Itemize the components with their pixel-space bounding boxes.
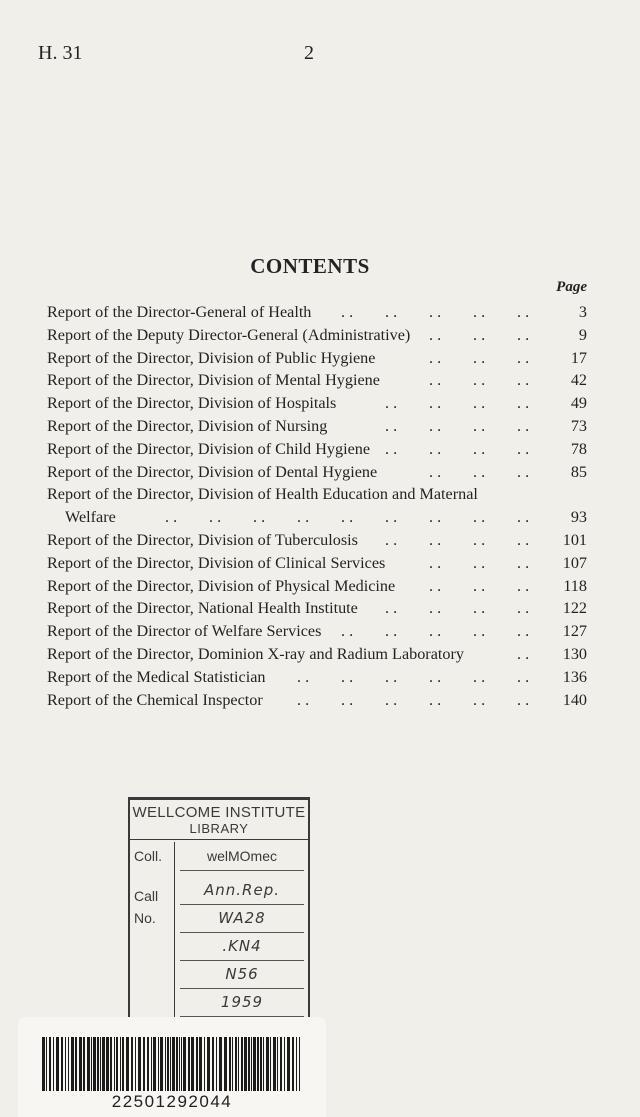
contents-entry-page: 136	[562, 667, 587, 686]
leader-dot-pair: . .	[473, 599, 486, 618]
barcode-bar	[126, 1037, 129, 1091]
barcode-image	[42, 1037, 304, 1091]
leader-dot-pair: . .	[473, 690, 486, 709]
leader-dot-pair: . .	[385, 439, 398, 458]
barcode-bar	[91, 1037, 92, 1091]
contents-list	[47, 301, 587, 711]
leader-dot-pair: . .	[429, 508, 442, 527]
contents-entry	[47, 620, 587, 643]
barcode-bar	[188, 1037, 190, 1091]
contents-entry	[47, 415, 587, 438]
barcode-bar	[280, 1037, 282, 1091]
barcode-bar	[46, 1037, 47, 1091]
barcode-bar	[277, 1037, 278, 1091]
barcode-bar	[199, 1037, 202, 1091]
leader-dot-pair: . .	[517, 599, 530, 618]
leader-dot-pair: . .	[385, 622, 398, 641]
leader-dot-pair: . .	[429, 416, 442, 435]
barcode-bar	[216, 1037, 217, 1091]
barcode-bar	[75, 1037, 77, 1091]
barcode-bar	[114, 1037, 115, 1091]
leader-dot-pair: . .	[429, 667, 442, 686]
contents-entry-title: Report of the Director-General of Health	[47, 303, 312, 321]
leader-dot-pair: . .	[429, 348, 442, 367]
leader-dot-pair: . .	[429, 576, 442, 595]
barcode-bar	[65, 1037, 66, 1091]
barcode-bar	[248, 1037, 250, 1091]
contents-entry-title: Report of the Director, Dominion X-ray and Radium Laboratory	[47, 644, 464, 663]
barcode-bar	[42, 1037, 45, 1091]
leader-dot-pair: . .	[517, 553, 530, 572]
contents-entry-page: 93	[570, 508, 587, 527]
contents-entry	[47, 369, 587, 392]
contents-entry	[47, 301, 587, 324]
contents-entry-title: Report of the Director, Division of Tuberculosis	[47, 530, 358, 549]
contents-entry-page: 101	[562, 530, 587, 549]
barcode-bar	[100, 1037, 101, 1091]
barcode-bar	[219, 1037, 222, 1091]
barcode-bar	[229, 1037, 231, 1091]
barcode-bar	[235, 1037, 237, 1091]
barcode-bar	[270, 1037, 271, 1091]
contents-entry-page: 140	[562, 690, 587, 709]
leader-dot-pair: . .	[473, 416, 486, 435]
leader-dot-pair: . .	[517, 439, 530, 458]
running-header-page-number: 2	[304, 42, 314, 64]
contents-title: CONTENTS	[250, 254, 370, 278]
contents-entry-page: 3	[578, 303, 587, 321]
leader-dot-pair: . .	[429, 530, 442, 549]
contents-entry-title: Report of the Chemical Inspector	[47, 690, 263, 709]
barcode-bar	[207, 1037, 210, 1091]
leader-dot-pair: . .	[517, 508, 530, 527]
leader-dot-pair: . .	[385, 508, 398, 527]
leader-dot-pair: . .	[341, 303, 354, 321]
stamp-grid	[130, 842, 308, 1020]
contents-entry-page: 127	[562, 622, 587, 641]
leader-dot-pair: . .	[429, 462, 442, 481]
barcode-bar	[244, 1037, 247, 1091]
stamp-call-line-2: WA28	[218, 909, 266, 927]
contents-entry-page: 78	[570, 439, 587, 458]
barcode-bar	[284, 1037, 285, 1091]
barcode-bar	[56, 1037, 59, 1091]
leader-dot-pair: . .	[385, 303, 398, 321]
leader-dot-pair: . .	[429, 599, 442, 618]
contents-entry	[47, 552, 587, 575]
contents-entry-title: Report of the Director, Division of Physical Medicine	[47, 576, 396, 595]
barcode-bar	[53, 1037, 54, 1091]
stamp-call-label: Call	[134, 888, 159, 904]
barcode-bar	[196, 1037, 198, 1091]
contents-entry-page: 73	[570, 416, 587, 435]
barcode-number: 22501292044	[111, 1092, 233, 1111]
leader-dot-pair: . .	[385, 416, 398, 435]
contents-entry	[47, 643, 587, 666]
leader-dot-pair: . .	[473, 325, 486, 344]
barcode-bar	[131, 1037, 133, 1091]
leader-dot-pair: . .	[517, 622, 530, 641]
barcode-bar	[153, 1037, 156, 1091]
leader-dot-pair: . .	[429, 622, 442, 641]
contents-entry-title: Report of the Medical Statistician	[47, 667, 266, 686]
leader-dot-pair: . .	[517, 530, 530, 549]
contents-entry	[47, 347, 587, 370]
leader-dot-pair: . .	[429, 553, 442, 572]
contents-entry-title: Report of the Director, Division of Mental Hygiene	[47, 371, 380, 390]
leader-dot-pair: . .	[429, 303, 442, 321]
leader-dot-pair: . .	[473, 576, 486, 595]
leader-dot-pair: . .	[517, 325, 530, 344]
barcode-bar	[260, 1037, 262, 1091]
leader-dot-pair: . .	[341, 690, 354, 709]
barcode-bar	[151, 1037, 152, 1091]
contents-entry-title: Report of the Director, Division of Child Hygiene	[47, 439, 371, 458]
barcode-bar	[116, 1037, 118, 1091]
leader-dot-pair: . .	[473, 462, 486, 481]
contents-entry-title: Report of the Director, Division of Dental Hygiene	[47, 462, 378, 481]
leader-dot-pair: . .	[517, 644, 530, 663]
barcode-bar	[179, 1037, 180, 1091]
contents-entry	[47, 666, 587, 689]
barcode-bar	[287, 1037, 290, 1091]
contents-entry-title: Report of the Director, Division of Health Education and Maternal Welfare	[47, 483, 587, 529]
leader-dot-pair: . .	[517, 371, 530, 390]
contents-entry	[47, 597, 587, 620]
barcode-bar	[97, 1037, 99, 1091]
contents-entry	[47, 529, 587, 552]
barcode-bar	[292, 1037, 294, 1091]
barcode-bar	[68, 1037, 69, 1091]
stamp-institution: WELLCOME INSTITUTE	[132, 804, 306, 821]
stamp-call-line-3: .KN4	[222, 937, 262, 955]
leader-dot-pair: . .	[429, 371, 442, 390]
page-column-label: Page	[556, 279, 587, 295]
barcode-bar	[49, 1037, 51, 1091]
barcode-bar	[296, 1037, 297, 1091]
barcode-bar	[102, 1037, 105, 1091]
leader-dot-pair: . .	[517, 576, 530, 595]
barcode-bar	[87, 1037, 90, 1091]
stamp-no-label: No.	[134, 910, 156, 926]
barcode-bar	[238, 1037, 239, 1091]
barcode-bar	[83, 1037, 85, 1091]
contents-entry-page: 130	[562, 644, 587, 663]
barcode-bar	[183, 1037, 186, 1091]
leader-dot-pair: . .	[341, 622, 354, 641]
leader-dot-pair: . .	[429, 690, 442, 709]
contents-entry	[47, 438, 587, 461]
leader-dot-pair: . .	[473, 553, 486, 572]
leader-dot-pair: . .	[297, 667, 310, 686]
contents-entry-page: 49	[570, 394, 587, 413]
barcode-bar	[204, 1037, 205, 1091]
stamp-divider	[174, 842, 175, 1020]
barcode-bar	[160, 1037, 163, 1091]
leader-dot-pair: . .	[473, 667, 486, 686]
barcode-bar	[110, 1037, 112, 1091]
barcode-bar	[224, 1037, 227, 1091]
leader-dot-pair: . .	[473, 303, 486, 321]
contents-entry	[47, 483, 587, 529]
barcode-bar	[79, 1037, 82, 1091]
barcode-bar	[176, 1037, 178, 1091]
stamp-call-line-5: 1959	[220, 993, 264, 1011]
barcode-bar	[241, 1037, 243, 1091]
leader-dot-pair: . .	[473, 348, 486, 367]
contents-entry-title: Report of the Director, Division of Nursing	[47, 416, 328, 435]
stamp-library: LIBRARY	[130, 821, 308, 840]
leader-dot-pair: . .	[385, 530, 398, 549]
barcode-bar	[93, 1037, 96, 1091]
barcode-bar	[143, 1037, 145, 1091]
contents-entry-page: 122	[562, 599, 587, 618]
contents-entry-page: 107	[562, 553, 587, 572]
contents-entry-title: Report of the Director, Division of Public Hygiene	[47, 348, 376, 367]
barcode-bar	[138, 1037, 141, 1091]
stamp-coll-value: welMOmec	[206, 848, 277, 864]
contents-entry-title: Report of the Deputy Director-General (Administrative)	[47, 325, 411, 344]
leader-dot-pair: . .	[385, 690, 398, 709]
contents-entry-page: 85	[570, 462, 587, 481]
barcode-bar	[273, 1037, 276, 1091]
leader-dot-pair: . .	[473, 530, 486, 549]
leader-dot-pair: . .	[209, 508, 222, 527]
leader-dot-pair: . .	[517, 348, 530, 367]
contents-entry	[47, 461, 587, 484]
barcode-bar	[232, 1037, 233, 1091]
barcode-bar	[266, 1037, 269, 1091]
contents-entry-title: Report of the Director, National Health Institute	[47, 599, 358, 618]
leader-dot-pair: . .	[517, 416, 530, 435]
barcode-bar	[191, 1037, 194, 1091]
leader-dot-pair: . .	[297, 508, 310, 527]
contents-entry-title: Report of the Director of Welfare Services	[47, 622, 322, 641]
library-stamp	[128, 797, 310, 1022]
barcode-bar	[61, 1037, 63, 1091]
barcode-bar	[172, 1037, 175, 1091]
leader-dot-pair: . .	[429, 325, 442, 344]
barcode-bar	[120, 1037, 121, 1091]
leader-dot-pair: . .	[517, 462, 530, 481]
barcode-bar	[147, 1037, 149, 1091]
contents-entry	[47, 392, 587, 415]
leader-dot-pair: . .	[517, 690, 530, 709]
contents-entry-title: Report of the Director, Division of Clinical Services	[47, 553, 386, 572]
contents-entry-page: 42	[570, 371, 587, 390]
contents-entry-page: 17	[570, 348, 587, 367]
barcode-bar	[257, 1037, 259, 1091]
barcode-bar	[167, 1037, 169, 1091]
barcode-bar	[181, 1037, 182, 1091]
leader-dot-pair: . .	[297, 690, 310, 709]
barcode-bar	[165, 1037, 166, 1091]
contents-entry-page: 9	[578, 325, 587, 344]
barcode-bar	[71, 1037, 74, 1091]
barcode-bar	[158, 1037, 159, 1091]
barcode-bar	[122, 1037, 124, 1091]
barcode-bar	[263, 1037, 264, 1091]
leader-dot-pair: . .	[429, 394, 442, 413]
leader-dot-pair: . .	[473, 439, 486, 458]
leader-dot-pair: . .	[473, 622, 486, 641]
stamp-call-line-4: N56	[225, 965, 259, 983]
contents-entry	[47, 324, 587, 347]
leader-dot-pair: . .	[341, 667, 354, 686]
barcode-bar	[106, 1037, 109, 1091]
barcode-bar	[299, 1037, 300, 1091]
contents-entry-title: Report of the Director, Division of Hospitals	[47, 394, 337, 413]
leader-dot-pair: . .	[517, 667, 530, 686]
leader-dot-pair: . .	[429, 439, 442, 458]
contents-entry-page: 118	[563, 576, 587, 595]
leader-dot-pair: . .	[165, 508, 178, 527]
leader-dot-pair: . .	[385, 394, 398, 413]
leader-dot-pair: . .	[253, 508, 266, 527]
leader-dot-pair: . .	[517, 394, 530, 413]
leader-dot-pair: . .	[473, 508, 486, 527]
leader-dot-pair: . .	[385, 599, 398, 618]
barcode-bar	[135, 1037, 136, 1091]
barcode-bar	[253, 1037, 256, 1091]
barcode-bar	[251, 1037, 252, 1091]
stamp-call-line-1: Ann.Rep.	[204, 881, 280, 899]
barcode-label	[18, 1017, 326, 1117]
leader-dot-pair: . .	[473, 371, 486, 390]
contents-entry	[47, 689, 587, 712]
barcode-bar	[170, 1037, 171, 1091]
contents-entry-title-continued: Welfare	[65, 508, 116, 527]
barcode-bar	[212, 1037, 214, 1091]
leader-dot-pair: . .	[473, 394, 486, 413]
contents-entry	[47, 575, 587, 598]
stamp-coll-label: Coll.	[134, 848, 163, 864]
running-header-ref: H. 31	[38, 42, 83, 64]
leader-dot-pair: . .	[517, 303, 530, 321]
leader-dot-pair: . .	[385, 667, 398, 686]
leader-dot-pair: . .	[341, 508, 354, 527]
